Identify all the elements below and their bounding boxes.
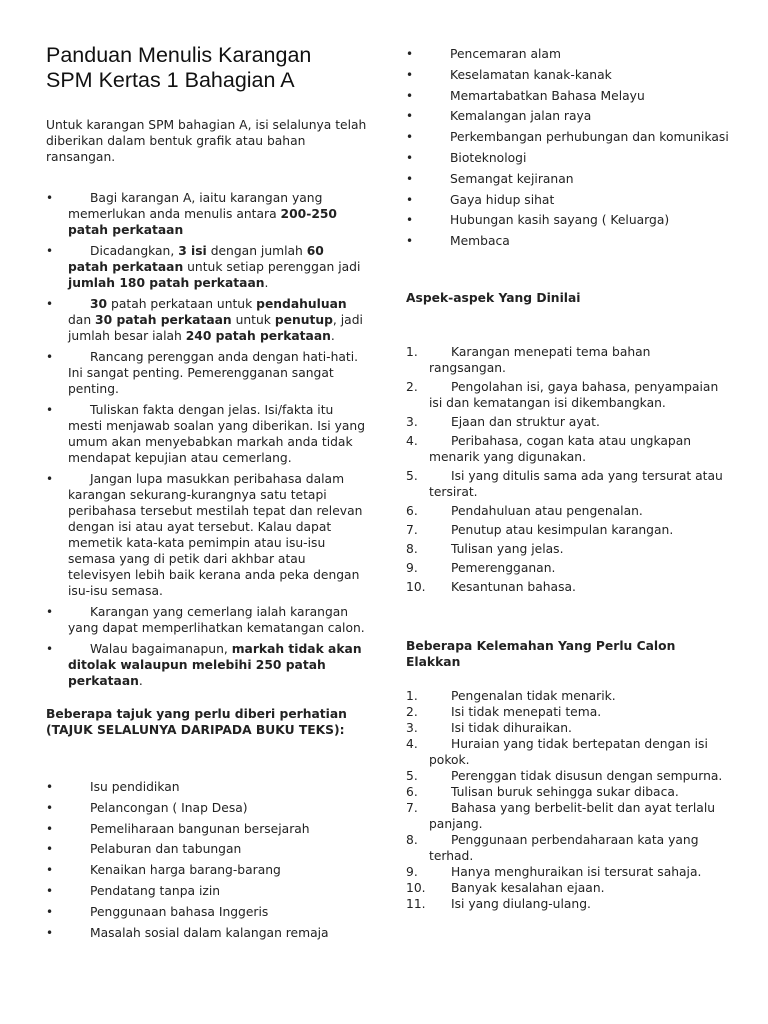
topic-label: Perkembangan perhubungan dan komunikasi <box>450 130 729 145</box>
text-run: , jadi jumlah besar ialah <box>68 313 363 343</box>
bold-text: 30 <box>90 297 108 311</box>
left-column <box>46 0 368 945</box>
bold-text: penutup <box>274 313 333 327</box>
topic-label: Pelancongan ( Inap Desa) <box>90 800 248 815</box>
item-number: 2. <box>406 705 418 720</box>
item-number: 6. <box>406 785 418 800</box>
item-number: 7. <box>406 801 418 816</box>
guideline-item <box>46 243 368 291</box>
text-run: Walau bagaimanapun, <box>90 642 232 656</box>
topic-item <box>46 821 368 837</box>
text-run: . <box>138 674 143 688</box>
item-text: Isi yang ditulis sama ada yang tersurat atau tersirat. <box>429 469 723 500</box>
topic-item <box>406 129 731 145</box>
kelemahan-item <box>406 800 731 832</box>
item-number: 3. <box>406 721 418 736</box>
topics-heading-line-1: Beberapa tajuk yang perlu diberi perhatian <box>46 707 347 721</box>
text-run: Dicadangkan, <box>90 244 179 258</box>
topic-label: Kemalangan jalan raya <box>450 109 592 124</box>
topics-heading <box>46 706 368 738</box>
item-text: Hanya menghuraikan isi tersurat sahaja. <box>451 865 702 880</box>
item-text: Tulisan yang jelas. <box>451 542 564 557</box>
kelemahan-list <box>406 688 731 912</box>
topic-item <box>46 883 368 899</box>
guideline-item <box>46 296 368 344</box>
guideline-item <box>46 641 368 689</box>
item-number: 1. <box>406 689 418 704</box>
item-text: Pengenalan tidak menarik. <box>451 689 616 704</box>
kelemahan-item <box>406 720 731 736</box>
guideline-list <box>46 190 368 689</box>
item-text: Ejaan dan struktur ayat. <box>451 415 600 430</box>
kelemahan-item <box>406 768 731 784</box>
item-text: Pemerengganan. <box>451 561 556 576</box>
aspek-item <box>406 468 731 500</box>
topic-label: Pemeliharaan bangunan bersejarah <box>90 821 310 836</box>
topic-label: Hubungan kasih sayang ( Keluarga) <box>450 213 670 228</box>
title-line-1: Panduan Menulis Karangan <box>46 43 312 67</box>
kelemahan-heading: Beberapa Kelemahan Yang Perlu Calon Elakkan <box>406 639 676 670</box>
right-column <box>406 0 731 912</box>
item-number: 9. <box>406 561 418 576</box>
topic-item <box>406 233 731 249</box>
topic-list-right <box>406 46 731 249</box>
bold-text: 3 isi <box>178 244 207 258</box>
item-number: 8. <box>406 542 418 557</box>
topic-label: Bioteknologi <box>450 150 527 165</box>
aspek-item <box>406 541 731 557</box>
topic-label: Membaca <box>450 234 510 249</box>
bold-text: 30 patah perkataan <box>95 313 232 327</box>
topic-label: Penggunaan bahasa Inggeris <box>90 904 269 919</box>
aspek-item <box>406 414 731 430</box>
item-text: Perenggan tidak disusun dengan sempurna. <box>451 769 723 784</box>
page-title <box>46 43 368 93</box>
text-run: Bagi karangan A, iaitu karangan yang memerlukan anda menulis antara <box>68 191 323 221</box>
bold-text: 60 patah perkataan <box>68 244 324 274</box>
title-line-2: SPM Kertas 1 Bahagian A <box>46 68 295 92</box>
kelemahan-item <box>406 704 731 720</box>
item-number: 6. <box>406 504 418 519</box>
item-text: Kesantunan bahasa. <box>451 580 576 595</box>
item-text: Karangan menepati tema bahan rangsangan. <box>429 345 651 376</box>
kelemahan-item <box>406 896 731 912</box>
topic-item <box>406 108 731 124</box>
item-text: Bahasa yang berbelit-belit dan ayat terlalu panjang. <box>429 801 716 832</box>
text-run: Jangan lupa masukkan peribahasa dalam karangan sekurang-kurangnya satu tetapi peribahasa tersebut mestilah tepat dan relevan dengan isi atau ayat tersebut. Kalau dapat memetik kata-kata pemimpin atau isu-isu semasa yang di petik dari akhbar atau televisyen lebih baik kerana anda peka dengan isu-isu semasa. <box>68 472 363 598</box>
item-text: Huraian yang tidak bertepatan dengan isi pokok. <box>429 737 708 768</box>
text-run: untuk setiap perenggan jadi <box>183 260 361 274</box>
topic-label: Gaya hidup sihat <box>450 192 555 207</box>
intro-paragraph: Untuk karangan SPM bahagian A, isi selalunya telah diberikan dalam bentuk grafik atau bahan ransangan. <box>46 118 367 164</box>
aspek-item <box>406 503 731 519</box>
item-text: Banyak kesalahan ejaan. <box>451 881 605 896</box>
topic-label: Isu pendidikan <box>90 780 180 794</box>
item-number: 9. <box>406 865 418 880</box>
topic-item <box>46 779 368 795</box>
text-run: Tuliskan fakta dengan jelas. Isi/fakta itu mesti menjawab soalan yang diberikan. Isi yang umum akan menyebabkan markah anda tidak mendapat kepujian atau cemerlang. <box>68 403 366 465</box>
bold-text: markah tidak akan ditolak walaupun melebihi 250 patah perkataan <box>68 642 362 688</box>
topic-item <box>46 841 368 857</box>
item-text: Penggunaan perbendaharaan kata yang terhad. <box>429 833 699 864</box>
topic-label: Kenaikan harga barang-barang <box>90 863 281 878</box>
topic-item <box>46 862 368 878</box>
kelemahan-item <box>406 784 731 800</box>
kelemahan-item <box>406 864 731 880</box>
topic-item <box>406 212 731 228</box>
bold-text: 200-250 patah perkataan <box>68 207 337 237</box>
aspek-item <box>406 433 731 465</box>
topic-item <box>406 171 731 187</box>
kelemahan-item <box>406 688 731 704</box>
text-run: . <box>330 329 335 343</box>
aspek-item <box>406 560 731 576</box>
topic-label: Keselamatan kanak-kanak <box>450 67 612 82</box>
item-number: 2. <box>406 380 418 395</box>
item-text: Tulisan buruk sehingga sukar dibaca. <box>451 785 679 800</box>
item-number: 10. <box>406 881 426 896</box>
topic-item <box>406 67 731 83</box>
item-number: 4. <box>406 434 418 449</box>
aspek-list <box>406 344 731 595</box>
aspek-item <box>406 579 731 595</box>
guideline-item <box>46 471 368 599</box>
text-run: dan <box>68 313 96 327</box>
item-number: 5. <box>406 769 418 784</box>
text-run: Karangan yang cemerlang ialah karangan yang dapat memperlihatkan kematangan calon. <box>68 605 365 635</box>
guideline-item <box>46 190 368 238</box>
topic-item <box>406 88 731 104</box>
text-run: dengan jumlah <box>206 244 307 258</box>
kelemahan-item <box>406 880 731 896</box>
aspek-heading: Aspek-aspek Yang Dinilai <box>406 291 581 306</box>
topic-label: Pendatang tanpa izin <box>90 883 221 898</box>
topic-item <box>406 150 731 166</box>
text-run: patah perkataan untuk <box>107 297 257 311</box>
bold-text: 240 patah perkataan <box>185 329 331 343</box>
aspek-item <box>406 344 731 376</box>
item-text: Peribahasa, cogan kata atau ungkapan menarik yang digunakan. <box>429 434 692 465</box>
item-text: Pengolahan isi, gaya bahasa, penyampaian isi dan kematangan isi dikembangkan. <box>429 380 719 411</box>
topic-label: Semangat kejiranan <box>450 171 574 186</box>
item-text: Pendahuluan atau pengenalan. <box>451 504 643 519</box>
kelemahan-item <box>406 736 731 768</box>
topic-item <box>406 192 731 208</box>
aspek-item <box>406 522 731 538</box>
aspek-item <box>406 379 731 411</box>
item-number: 8. <box>406 833 418 848</box>
item-number: 10. <box>406 580 426 595</box>
guideline-item <box>46 402 368 466</box>
text-run: Rancang perenggan anda dengan hati-hati. Ini sangat penting. Pemerengganan sangat penting. <box>68 350 359 396</box>
item-number: 11. <box>406 897 426 912</box>
topic-label: Masalah sosial dalam kalangan remaja <box>90 925 329 940</box>
topic-list-left <box>46 779 368 941</box>
topic-label: Pencemaran alam <box>450 47 561 61</box>
topic-item <box>46 904 368 920</box>
bold-text: pendahuluan <box>256 297 347 311</box>
topic-item <box>46 800 368 816</box>
topic-label: Pelaburan dan tabungan <box>90 842 242 857</box>
topic-item <box>46 925 368 941</box>
item-number: 1. <box>406 345 418 360</box>
topic-item <box>406 46 731 62</box>
item-number: 3. <box>406 415 418 430</box>
item-text: Isi yang diulang-ulang. <box>451 897 591 912</box>
guideline-item <box>46 349 368 397</box>
text-run: untuk <box>231 313 275 327</box>
text-run: . <box>264 276 269 290</box>
topics-heading-line-2: (TAJUK SELALUNYA DARIPADA BUKU TEKS): <box>46 723 345 737</box>
item-text: Penutup atau kesimpulan karangan. <box>451 523 674 538</box>
topic-label: Memartabatkan Bahasa Melayu <box>450 88 645 103</box>
item-text: Isi tidak dihuraikan. <box>451 721 572 736</box>
kelemahan-item <box>406 832 731 864</box>
guideline-item <box>46 604 368 636</box>
item-number: 4. <box>406 737 418 752</box>
item-text: Isi tidak menepati tema. <box>451 705 602 720</box>
item-number: 5. <box>406 469 418 484</box>
bold-text: jumlah 180 patah perkataan <box>68 276 265 290</box>
item-number: 7. <box>406 523 418 538</box>
